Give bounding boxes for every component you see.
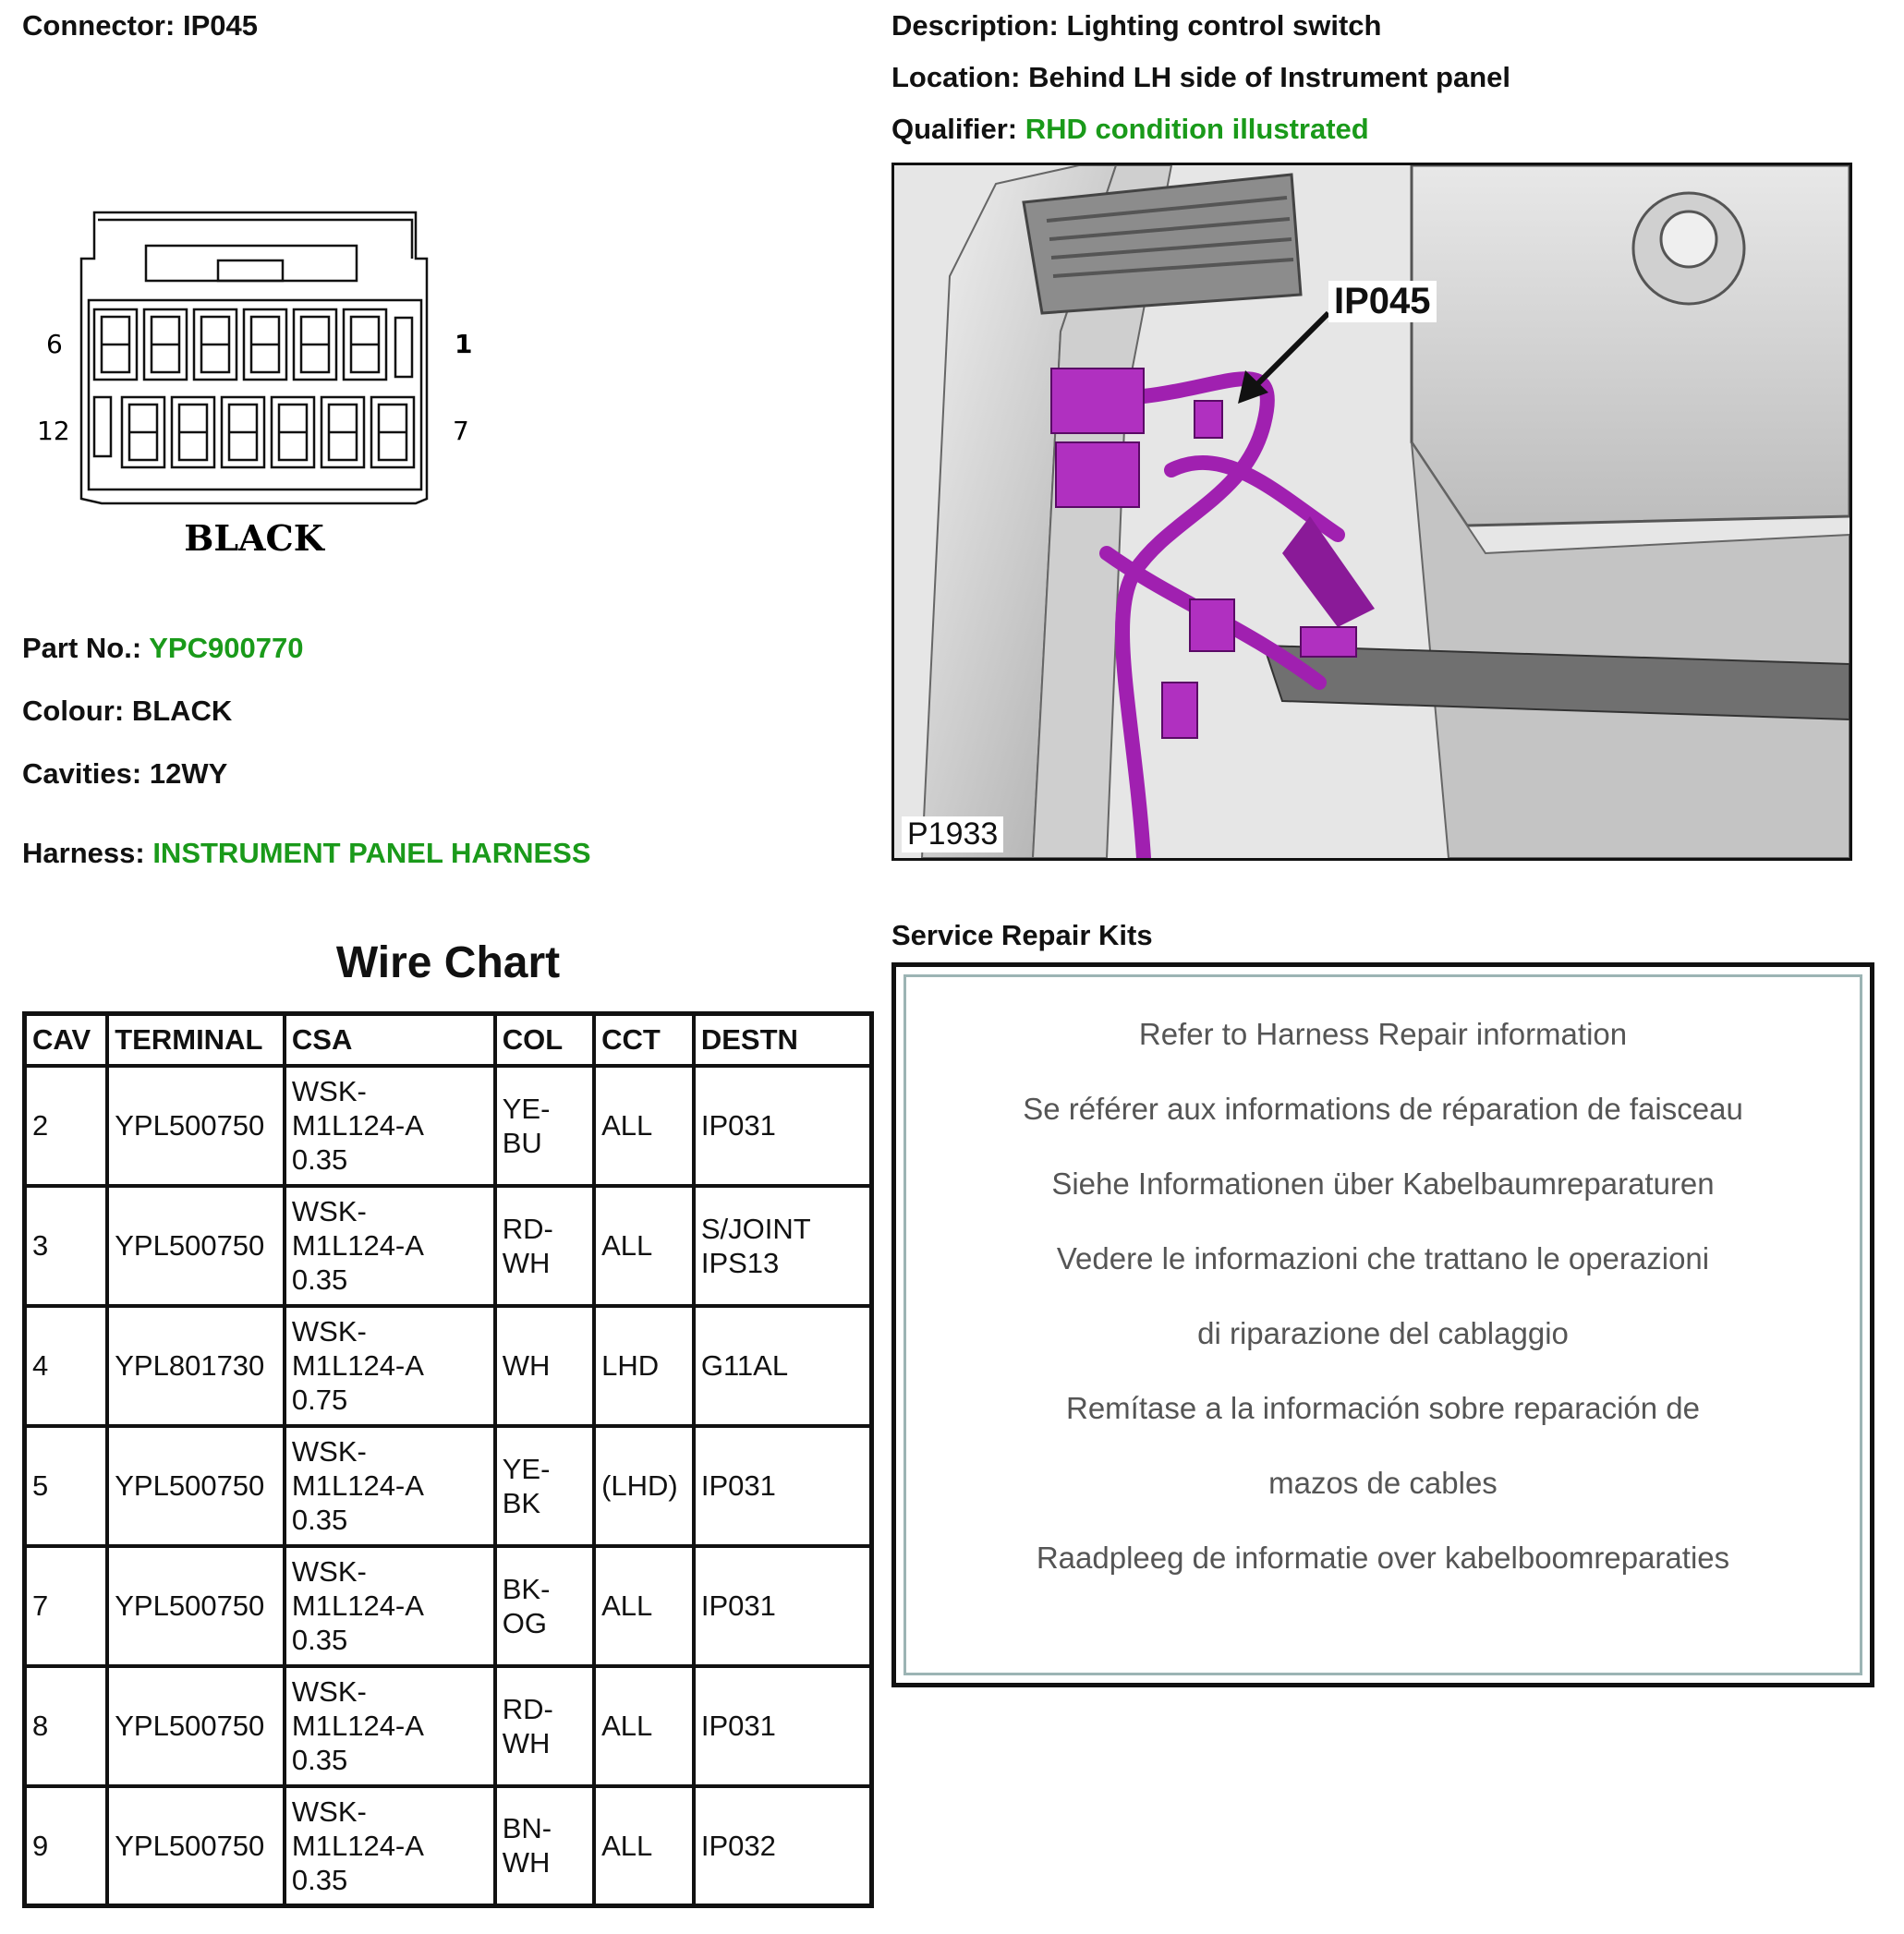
location-key: Location:: [891, 61, 1021, 93]
connector-label: [22, 9, 258, 42]
csa-cell-line: 0.35: [291, 1863, 348, 1896]
csa-cell: [285, 1546, 495, 1666]
wire-chart-row: [25, 1426, 872, 1546]
colour-key: Colour:: [22, 695, 125, 727]
col-cell: [495, 1186, 594, 1306]
pin-7-label: 7: [453, 416, 469, 446]
cavities-label: [22, 757, 227, 791]
terminal-cell: YPL500750: [107, 1426, 285, 1546]
col-cell-line: YE-: [502, 1092, 551, 1125]
col-header-col: COL: [495, 1014, 594, 1066]
wire-chart-table: [22, 1011, 874, 1908]
colour-value: BLACK: [131, 695, 233, 727]
terminal-cell: YPL500750: [107, 1546, 285, 1666]
srk-line: Raadpleeg de informatie over kabelboomreparaties: [1036, 1541, 1730, 1575]
col-cell-line: RD-: [502, 1692, 553, 1725]
csa-cell-line: M1L124-A: [291, 1349, 424, 1382]
csa-cell-line: 0.35: [291, 1504, 348, 1536]
destn-cell-line: IP032: [700, 1829, 776, 1862]
col-cell-line: BN-: [502, 1812, 552, 1845]
col-cell-line: WH: [502, 1726, 551, 1759]
destn-cell-line: IPS13: [700, 1246, 780, 1279]
pin-6-label: 6: [46, 329, 63, 359]
csa-cell-line: WSK-: [291, 1555, 367, 1588]
connector-value: IP045: [182, 9, 258, 42]
location-value: Behind LH side of Instrument panel: [1028, 61, 1510, 93]
destn-cell: [694, 1066, 872, 1186]
csa-cell-line: M1L124-A: [291, 1469, 424, 1502]
csa-cell: [285, 1786, 495, 1906]
csa-cell-line: M1L124-A: [291, 1710, 424, 1742]
srk-line: Siehe Informationen über Kabelbaumreparaturen: [1051, 1166, 1715, 1201]
col-cell-line: WH: [502, 1246, 551, 1279]
destn-cell-line: G11AL: [700, 1349, 789, 1382]
connector-key: Connector:: [22, 9, 176, 42]
csa-cell-line: WSK-: [291, 1075, 367, 1107]
terminal-cell: YPL500750: [107, 1186, 285, 1306]
col-header-csa: CSA: [285, 1014, 495, 1066]
csa-cell-line: WSK-: [291, 1315, 367, 1348]
connector-face-svg: [37, 203, 480, 573]
col-cell-line: BU: [502, 1126, 542, 1159]
wire-chart-row: [25, 1306, 872, 1426]
destn-cell: [694, 1426, 872, 1546]
harness-label: [22, 837, 591, 870]
wire-chart-row: [25, 1786, 872, 1906]
col-cell-line: YE-: [502, 1452, 551, 1485]
cct-cell: LHD: [594, 1306, 694, 1426]
csa-cell: [285, 1186, 495, 1306]
csa-cell-line: 0.75: [291, 1384, 348, 1416]
wire-chart-row: [25, 1066, 872, 1186]
illustration-code: P1933: [902, 816, 1003, 852]
col-cell: [495, 1546, 594, 1666]
face-colour-caption: BLACK: [184, 517, 324, 559]
terminal-cell: YPL500750: [107, 1666, 285, 1786]
cav-cell: 9: [25, 1786, 108, 1906]
col-cell-line: OG: [502, 1606, 547, 1639]
qualifier-value: RHD condition illustrated: [1025, 113, 1369, 145]
csa-cell: [285, 1306, 495, 1426]
csa-cell-line: WSK-: [291, 1795, 367, 1828]
col-cell: [495, 1666, 594, 1786]
description-label: [891, 9, 1381, 42]
csa-cell-line: WSK-: [291, 1675, 367, 1708]
srk-line: mazos de cables: [1268, 1466, 1498, 1500]
cct-cell: ALL: [594, 1186, 694, 1306]
col-header-destn: DESTN: [694, 1014, 872, 1066]
csa-cell-line: WSK-: [291, 1435, 367, 1468]
connector-callout-label: IP045: [1328, 281, 1437, 322]
col-cell-line: WH: [502, 1846, 551, 1880]
csa-cell-line: 0.35: [291, 1624, 348, 1656]
csa-cell: [285, 1066, 495, 1186]
srk-line: Se référer aux informations de réparation de faisceau: [1023, 1092, 1743, 1126]
srk-line: di riparazione del cablaggio: [1197, 1316, 1569, 1350]
connector-face-diagram: [37, 203, 480, 573]
csa-cell-line: M1L124-A: [291, 1109, 424, 1142]
wire-chart-row: [25, 1186, 872, 1306]
csa-cell: [285, 1426, 495, 1546]
terminal-cell: YPL500750: [107, 1786, 285, 1906]
csa-cell-line: M1L124-A: [291, 1590, 424, 1622]
col-cell-line: BK: [502, 1486, 541, 1519]
harness-value: INSTRUMENT PANEL HARNESS: [152, 837, 591, 869]
colour-label: [22, 695, 232, 728]
col-cell: [495, 1426, 594, 1546]
destn-cell-line: IP031: [700, 1590, 776, 1622]
csa-cell-line: WSK-: [291, 1195, 367, 1227]
destn-cell: [694, 1786, 872, 1906]
csa-cell: [285, 1666, 495, 1786]
destn-cell-line: IP031: [700, 1109, 776, 1142]
destn-cell-line: IP031: [700, 1710, 776, 1742]
wire-chart-row: [25, 1666, 872, 1786]
destn-cell-line: S/JOINT: [700, 1212, 811, 1245]
location-illustration: [891, 163, 1852, 861]
destn-cell-line: IP031: [700, 1469, 776, 1502]
col-cell: [495, 1066, 594, 1186]
col-cell-line: WH: [502, 1349, 551, 1382]
srk-line: Refer to Harness Repair information: [1138, 1017, 1628, 1051]
col-cell-line: BK-: [502, 1572, 551, 1605]
csa-cell-line: 0.35: [291, 1744, 348, 1776]
csa-cell-line: 0.35: [291, 1263, 348, 1296]
col-header-cav: CAV: [25, 1014, 108, 1066]
csa-cell-line: M1L124-A: [291, 1229, 424, 1262]
cav-cell: 8: [25, 1666, 108, 1786]
destn-cell: [694, 1186, 872, 1306]
part-no-key: Part No.:: [22, 632, 142, 664]
location-label: [891, 61, 1510, 94]
wire-chart-title: Wire Chart: [335, 938, 561, 987]
qualifier-key: Qualifier:: [891, 113, 1018, 145]
qualifier-label: [891, 113, 1369, 146]
destn-cell: [694, 1306, 872, 1426]
pin-1-label: 1: [455, 329, 473, 359]
service-repair-kits-title: Service Repair Kits: [891, 919, 1153, 951]
cav-cell: 4: [25, 1306, 108, 1426]
cct-cell: ALL: [594, 1066, 694, 1186]
service-repair-kits-box: [891, 962, 1874, 1687]
wire-chart-row: [25, 1546, 872, 1666]
wire-chart-header-row: [25, 1014, 872, 1066]
service-repair-kits-inner: [903, 974, 1862, 1675]
cav-cell: 3: [25, 1186, 108, 1306]
cav-cell: 5: [25, 1426, 108, 1546]
destn-cell: [694, 1666, 872, 1786]
srk-line: Remítase a la información sobre reparación de: [1065, 1391, 1701, 1425]
harness-key: Harness:: [22, 837, 145, 869]
cavities-value: 12WY: [149, 757, 228, 790]
terminal-cell: YPL801730: [107, 1306, 285, 1426]
part-no-label: [22, 632, 303, 665]
cav-cell: 2: [25, 1066, 108, 1186]
cct-cell: ALL: [594, 1786, 694, 1906]
terminal-cell: YPL500750: [107, 1066, 285, 1186]
cav-cell: 7: [25, 1546, 108, 1666]
col-cell: [495, 1786, 594, 1906]
cavities-key: Cavities:: [22, 757, 142, 790]
location-illustration-svg: [894, 165, 1849, 858]
description-key: Description:: [891, 9, 1059, 42]
col-header-cct: CCT: [594, 1014, 694, 1066]
destn-cell: [694, 1546, 872, 1666]
csa-cell-line: 0.35: [291, 1143, 348, 1176]
pin-12-label: 12: [37, 416, 70, 446]
part-no-value: YPC900770: [149, 632, 304, 664]
col-header-terminal: TERMINAL: [107, 1014, 285, 1066]
csa-cell-line: M1L124-A: [291, 1829, 424, 1862]
col-cell-line: RD-: [502, 1212, 553, 1245]
cct-cell: ALL: [594, 1546, 694, 1666]
srk-line: Vedere le informazioni che trattano le operazioni: [1056, 1241, 1710, 1275]
description-value: Lighting control switch: [1066, 9, 1382, 42]
cct-cell: ALL: [594, 1666, 694, 1786]
col-cell: [495, 1306, 594, 1426]
cct-cell: (LHD): [594, 1426, 694, 1546]
